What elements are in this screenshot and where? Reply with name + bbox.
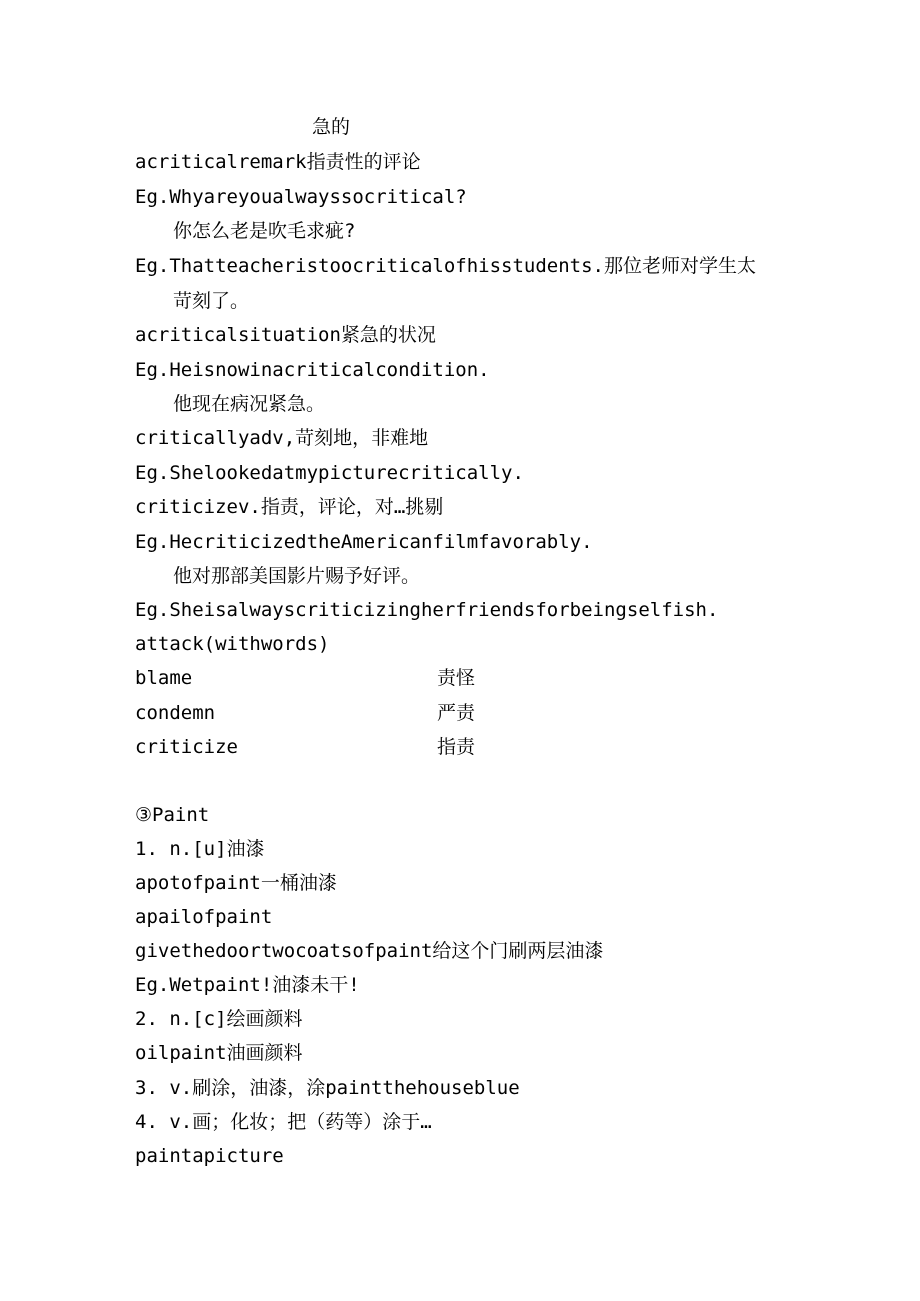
example-sentence-en: Eg.Whyareyoualwayssocritical? (135, 186, 467, 208)
phrase-oil-paint: oilpaint油画颜料 (135, 1042, 303, 1064)
synonym-en: condemn (135, 702, 216, 724)
section-heading-paint: ③Paint (135, 804, 210, 826)
example-translation: 他现在病况紧急。 (173, 393, 326, 415)
synonym-zh: 责怪 (437, 667, 476, 689)
phrase-critical-situation: acriticalsituation紧急的状况 (135, 324, 436, 346)
phrase-paint-a-picture: paintapicture (135, 1145, 284, 1167)
entry-criticize: criticizev.指责，评论，对…挑剔 (135, 496, 444, 518)
phrase-pail-of-paint: apailofpaint (135, 906, 273, 928)
example-sentence-en: Eg.Heisnowinacriticalcondition. (135, 359, 490, 381)
synonym-en: criticize (135, 736, 238, 758)
example-sentence-en: Eg.Sheisalwayscriticizingherfriendsforbeingselfish. (135, 599, 719, 621)
sense-1: 1. n.[u]油漆 (135, 838, 265, 860)
sense-3: 3. v.刷涂，油漆，涂paintthehouseblue (135, 1077, 520, 1099)
sense-2: 2. n.[c]绘画颜料 (135, 1008, 303, 1030)
example-sentence-en: Eg.Shelookedatmypicturecritically. (135, 462, 524, 484)
example-wet-paint: Eg.Wetpaint!油漆未干! (135, 974, 360, 996)
synonym-header: attack(withwords) (135, 633, 330, 655)
example-translation-cont: 苛刻了。 (173, 290, 250, 312)
synonym-zh: 严责 (437, 702, 476, 724)
synonym-zh: 指责 (437, 736, 476, 758)
phrase-pot-of-paint: apotofpaint一桶油漆 (135, 872, 337, 894)
synonym-en: blame (135, 667, 193, 689)
phrase-critical-remark: acriticalremark指责性的评论 (135, 151, 421, 173)
phrase-two-coats: givethedoortwocoatsofpaint给这个门刷两层油漆 (135, 940, 604, 962)
example-translation: 他对那部美国影片赐予好评。 (173, 565, 421, 587)
example-translation: 你怎么老是吹毛求疵? (173, 220, 356, 242)
example-sentence-en: Eg.HecriticizedtheAmericanfilmfavorably. (135, 531, 593, 553)
fragment-line: 急的 (312, 116, 351, 138)
entry-critically: criticallyadv,苛刻地，非难地 (135, 427, 429, 449)
example-sentence-en: Eg.Thatteacheristoocriticalofhisstudents.那位老师对学生太 (135, 255, 756, 277)
sense-4: 4. v.画；化妆；把（药等）涂于… (135, 1111, 432, 1133)
